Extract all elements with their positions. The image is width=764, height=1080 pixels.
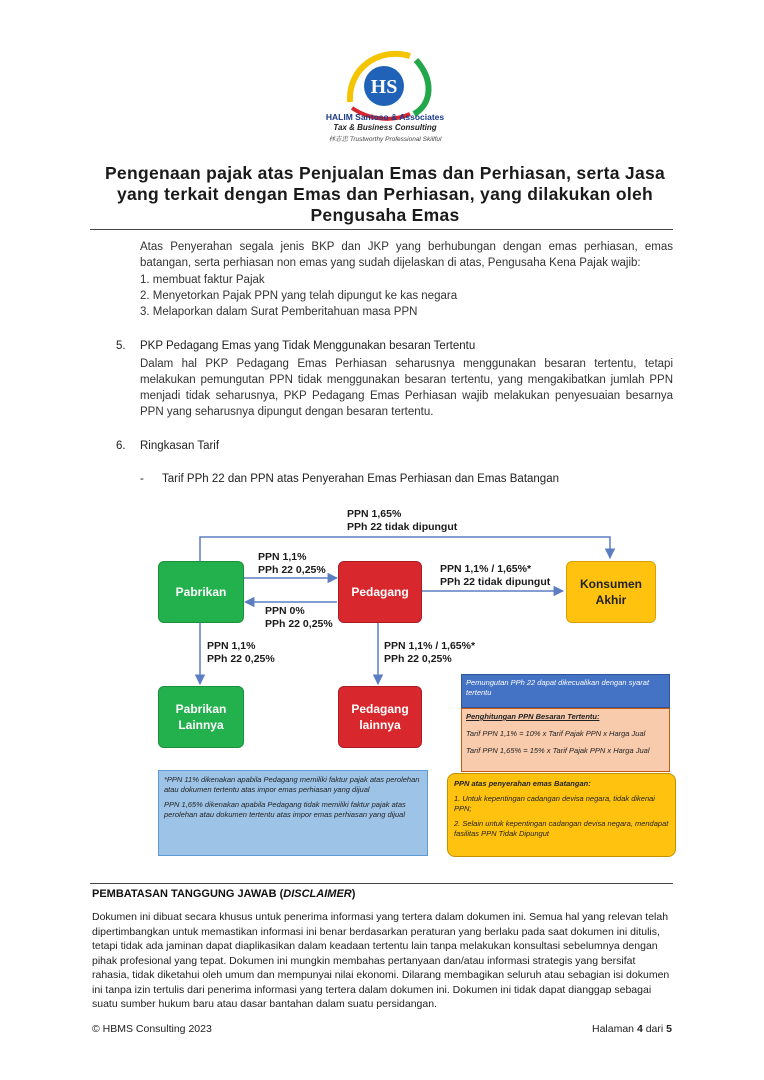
note-ppn-rate-conditions <box>158 770 428 856</box>
label-ped-down-pph: PPh 22 0,25% <box>384 653 452 665</box>
disclaimer-text: Dokumen ini dibuat secara khusus untuk penerima informasi yang tertera dalam dokumen ini. Semua hal yang relevan telah dipertimbangkan untuk memastikan informasi ini benar berdasarkan peraturan yang berlaku pada saat dokumen ini ditulis, tetapi tidak ada jaminan dapat diaplikasikan dalam keadaan tertentu lain tanpa melakukan konsultasi sebelumnya dengan pihak profesional yang tepat. Dokumen ini mungkin membahas pertanyaan dan/atau informasi strategis yang bersifat rahasia, tidak diketahui oleh umum dan mempunyai nilai ekonomi. Dilarang membagikan seluruh atau sebagian isi dokumen ini tanpa izin tertulis dari penerima informasi yang tertera dalam dokumen ini. Dokumen ini tidak dapat dianggap sebagai suatu sumber hukum baru atau dasar bantahan dalam suatu persidangan. <box>92 911 670 1010</box>
box-pabrikan-lainnya: Pabrikan Lainnya <box>158 686 244 748</box>
logo-firm-name: HALIM Santoso & Associates <box>325 112 445 122</box>
intro-list <box>140 272 457 320</box>
label-ped-kon-pph: PPh 22 tidak dipungut <box>440 576 551 588</box>
box-pedagang-lainnya: Pedagang lainnya <box>338 686 422 748</box>
section6-subheading: Tarif PPh 22 dan PPN atas Penyerahan Emas Perhiasan dan Emas Batangan <box>162 473 559 485</box>
note-batangan-title: PPN atas penyerahan emas Batangan: <box>454 779 591 788</box>
list-item: 3. Melaporkan dalam Surat Pemberitahuan masa PPN <box>140 306 418 318</box>
note-batangan-line1: 1. Untuk kepentingan cadangan devisa negara, tidak dikenai PPN; <box>454 794 655 813</box>
section5-text: Dalam hal PKP Pedagang Emas Perhiasan seharusnya menggunakan besaran tertentu, tetapi melakukan pemungutan PPN tidak menggunakan besaran tertentu, yang mengakibatkan jumlah PPN menjadi tidak seharusnya, PKP Pedagang Emas Perhiasan wajib melakukan penyesuaian besarnya PPN yang seharusnya dipungut dengan besaran tertentu. <box>140 358 673 418</box>
box-pedagang: Pedagang <box>338 561 422 623</box>
disclaimer-divider <box>90 883 673 884</box>
note-rate-para2: PPN 1,65% dikenakan apabila Pedagang tidak memiliki faktur pajak atas perolehan atau dokumen tertentu atas impor emas perhiasan yang dijual <box>164 800 406 819</box>
label-ped-kon-ppn: PPN 1,1% / 1,65%* <box>440 563 532 575</box>
box-pabrikan: Pabrikan <box>158 561 244 623</box>
section5-heading: PKP Pedagang Emas yang Tidak Menggunakan besaran Tertentu <box>140 340 476 352</box>
note-emas-batangan <box>447 773 676 857</box>
logo-tagline: 林志忠 Trustworthy Professional Skillful <box>328 136 442 143</box>
note-besaran-tertentu <box>461 708 670 772</box>
footer-page-number: Halaman 4 dari 5 <box>592 1023 672 1035</box>
svg-text:HS: HS <box>370 76 398 98</box>
section5-number: 5. <box>116 340 126 352</box>
note-besaran-line2: Tarif PPN 1,65% = 15% x Tarif Pajak PPN x Harga Jual <box>466 746 650 755</box>
label-ped-down-ppn: PPN 1,1% / 1,65%* <box>384 640 476 652</box>
section6-number: 6. <box>116 440 126 452</box>
label-top-pph: PPh 22 tidak dipungut <box>347 521 458 533</box>
label-pab-down-ppn: PPN 1,1% <box>207 640 256 652</box>
label-ped-pab-pph: PPh 22 0,25% <box>265 618 333 630</box>
logo-subtitle: Tax & Business Consulting <box>333 123 437 132</box>
label-top-ppn: PPN 1,65% <box>347 508 402 520</box>
note-rate-para1: *PPN 11% dikenakan apabila Pedagang memiliki faktur pajak atas perolehan atau dokumen tertentu atas impor emas perhiasan yang dijual <box>164 775 420 794</box>
note-besaran-title: Penghitungan PPN Besaran Tertentu: <box>466 712 600 721</box>
list-item: 2. Menyetorkan Pajak PPN yang telah dipungut ke kas negara <box>140 290 458 302</box>
label-pab-down-pph: PPh 22 0,25% <box>207 653 275 665</box>
list-item: 1. membuat faktur Pajak <box>140 274 265 286</box>
section6-bullet: - <box>140 473 144 485</box>
page-title: Pengenaan pajak atas Penjualan Emas dan Perhiasan, serta Jasa yang terkait dengan Emas dan Perhiasan, yang dilakukan oleh Pengusaha Emas <box>104 163 666 225</box>
footer-copyright: © HBMS Consulting 2023 <box>92 1023 212 1035</box>
label-pab-ped-pph: PPh 22 0,25% <box>258 564 326 576</box>
box-konsumen-akhir: Konsumen Akhir <box>566 561 656 623</box>
intro-text: Atas Penyerahan segala jenis BKP dan JKP yang berhubungan dengan emas perhiasan, emas batangan, serta perhiasan non emas yang sudah dijelaskan di atas, Pengusaha Kena Pajak wajib: <box>140 241 673 269</box>
label-ped-pab-ppn: PPN 0% <box>265 605 305 617</box>
title-divider <box>90 229 673 230</box>
label-pab-ped-ppn: PPN 1,1% <box>258 551 307 563</box>
note-besaran-line1: Tarif PPN 1,1% = 10% x Tarif Pajak PPN x Harga Jual <box>466 729 646 738</box>
section6-heading: Ringkasan Tarif <box>140 440 220 452</box>
note-batangan-line2: 2. Selain untuk kepentingan cadangan devisa negara, mendapat fasilitas PPN Tidak Dipungut <box>454 819 669 838</box>
disclaimer-heading: PEMBATASAN TANGGUNG JAWAB (DISCLAIMER) <box>92 888 356 900</box>
note-pph22-exception: Pemungutan PPh 22 dapat dikecualikan dengan syarat tertentu <box>461 674 670 708</box>
